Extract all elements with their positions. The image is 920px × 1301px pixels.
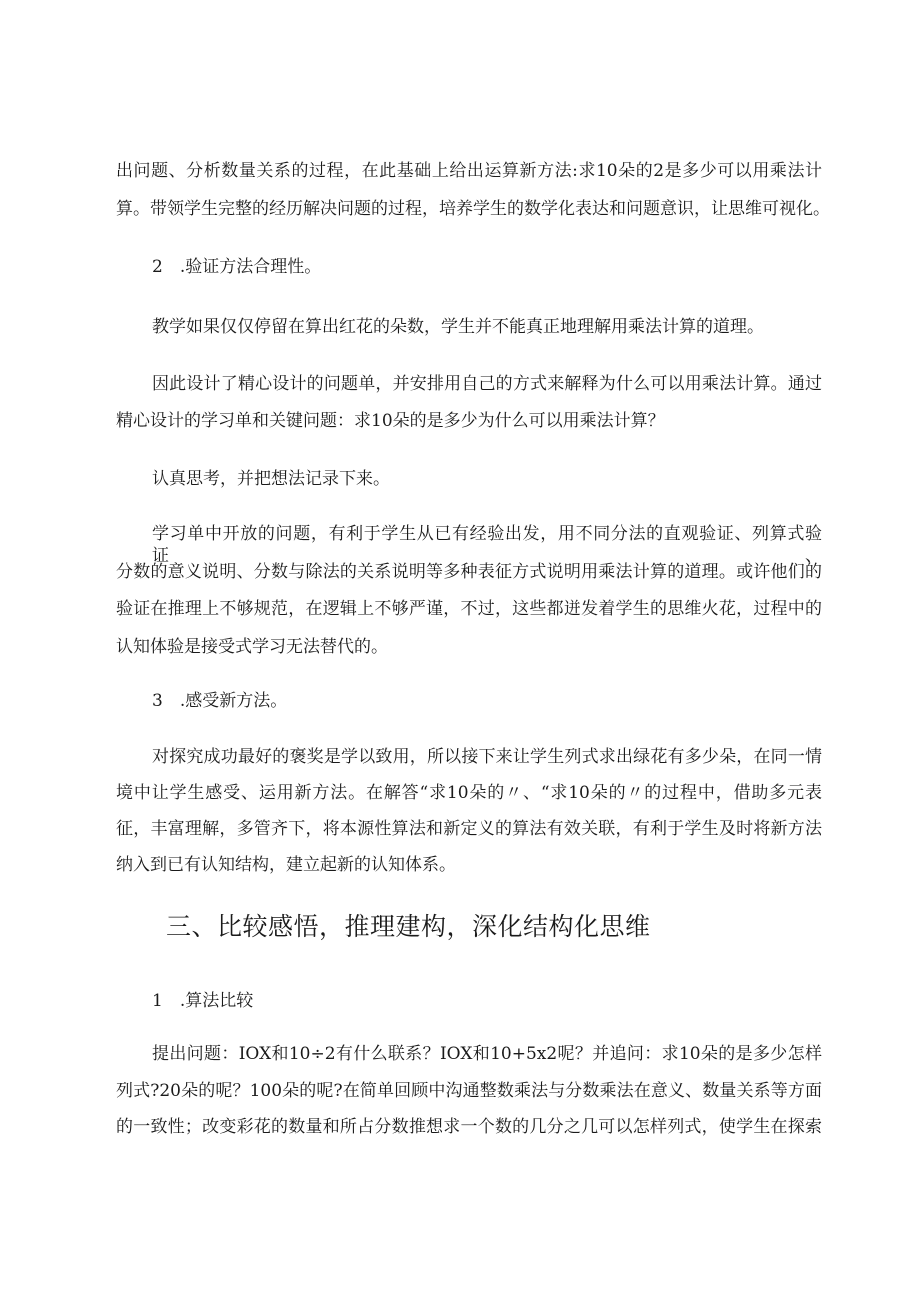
paragraph-line: 境中让学生感受、运用新方法。在解答“求10朵的〃、“求10朵的〃的过程中，借助多元表 [116,783,822,803]
paragraph-line: 教学如果仅仅停留在算出红花的朵数，学生并不能真正地理解用乘法计算的道理。 [152,317,764,337]
paragraph-line: 纳入到已有认知结构，建立起新的认知体系。 [116,855,456,875]
paragraph-line: 分数的意义说明、分数与除法的关系说明等多种表征方式说明用乘法计算的道理。或许他们的 [116,562,822,582]
paragraph-line: 验证在推理上不够规范，在逻辑上不够严谨，不过，这些都迸发着学生的思维火花，过程中的 [116,599,822,619]
paragraph-line: 学习单中开放的问题，有利于学生从已有经验出发，用不同分法的直观验证、列算式验证、 [152,524,822,566]
paragraph-line: 征，丰富理解，多管齐下，将本源性算法和新定义的算法有效关联，有利于学生及时将新方法 [116,819,822,839]
list-item-heading: 1 .算法比较 [152,991,254,1011]
paragraph-line: 认知体验是接受式学习无法替代的。 [116,637,388,657]
section-heading: 三、比较感悟，推理建构，深化结构化思维 [166,912,651,941]
paragraph-line: 的一致性；改变彩花的数量和所占分数推想求一个数的几分之几可以怎样列式，使学生在探索 [116,1117,822,1137]
paragraph-line: 对探究成功最好的褒奖是学以致用，所以接下来让学生列式求出绿花有多少朵，在同一情 [152,747,822,767]
paragraph-line: 列式?20朵的呢？100朵的呢?在简单回顾中沟通整数乘法与分数乘法在意义、数量关系等方面 [116,1081,822,1101]
paragraph-line: 认真思考，并把想法记录下来。 [152,469,390,489]
paragraph-line: 提出问题：IOX和10÷2有什么联系？IOX和10+5x2呢？并追问：求10朵的是多少怎样 [152,1044,822,1064]
paragraph-line: 精心设计的学习单和关键问题：求10朵的是多少为什么可以用乘法计算？ [116,411,665,431]
list-item-heading: 3 .感受新方法。 [152,691,288,711]
paragraph-line: 算。带领学生完整的经历解决问题的过程，培养学生的数学化表达和问题意识，让思维可视化。 [116,199,830,219]
paragraph-line: 出问题、分析数量关系的过程，在此基础上给出运算新方法:求10朵的2是多少可以用乘法计 [116,161,822,181]
paragraph-line: 因此设计了精心设计的问题单，并安排用自己的方式来解释为什么可以用乘法计算。通过 [152,374,822,394]
list-item-heading: 2 .验证方法合理性。 [152,257,322,277]
